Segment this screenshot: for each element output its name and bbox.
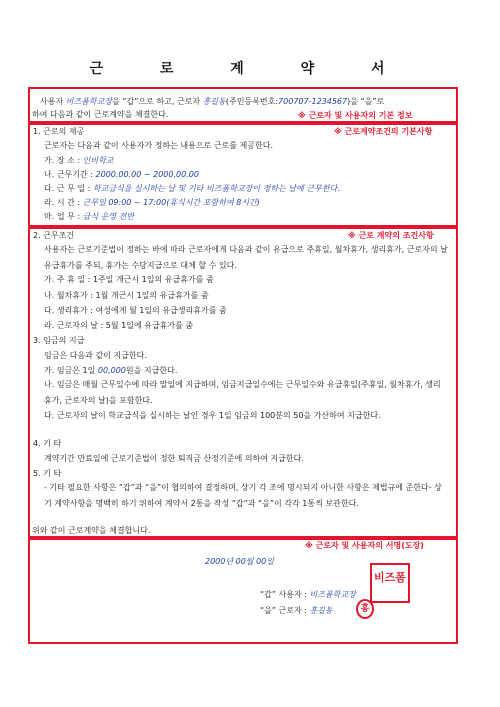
item-label: 나. 근무기간 : (44, 170, 93, 179)
employer-signature-line (260, 590, 356, 600)
employer-signature-name: 비즈폼학교장 (309, 590, 356, 599)
daily-wage: 00,000 (97, 366, 126, 375)
item-label: 다. 근 무 일 : (44, 184, 91, 193)
workplace-value: 인비학교 (82, 156, 114, 165)
period-value: 2000.00.00 ~ 2000.00.00 (95, 170, 199, 179)
employee-signature-name: 홍길동 (309, 606, 333, 615)
section1-item-1 (44, 156, 114, 166)
closing-statement: 위와 같이 근로계약을 체결합니다. (32, 526, 151, 535)
hours-value: 근무일 09:00 ~ 17:00(휴식시간 포함하여 8시간) (82, 198, 260, 207)
item-label: 마. 업 무 : (44, 212, 81, 221)
section4-heading: 4. 기 타 (33, 439, 62, 448)
section3-item-3: 다. 근로자의 날이 학교급식을 실시하는 날인 경우 1일 임금의 100분의 50을 가산하여 지급한다. (44, 411, 381, 420)
section3-heading: 3. 임금의 지급 (33, 336, 85, 345)
intro-suffix: )을 “을”로 (347, 97, 385, 106)
section1-item-3 (44, 184, 340, 194)
item-label: 라. 시 간 : (44, 198, 81, 207)
section1-item-5 (44, 212, 134, 222)
section3-item-2: 나. 임금은 매월 근무일수에 따라 말일에 지급하며, 임금지급일수에는 근무일수와 유급휴일(주휴일, 월차휴가, 생리휴가, 근로자의 날)을 포함한다. (44, 380, 441, 405)
section1-heading: 1. 근로의 제공 (33, 127, 85, 136)
employee-signature-line (260, 606, 333, 616)
section1-desc: 근로자는 다음과 같이 사용자가 정하는 내용으로 근로를 제공한다. (44, 141, 273, 150)
section5-heading: 5. 기 타 (33, 469, 62, 478)
employee-name: 홍길동 (202, 97, 226, 106)
signature-note: ※ 근로자 및 사용자의 서명(도장) (305, 541, 424, 550)
section2-heading: 2. 근무조건 (33, 231, 75, 240)
basic-info-note: ※ 근로자 및 사용자의 기본 정보 (298, 111, 413, 120)
section4-desc: 계약기간 만료일에 근로기준법이 정한 퇴직금 산정기준에 의하여 지급한다. (44, 454, 304, 463)
section2-item-4: 라. 근로자의 날 : 5월 1일에 유급휴가를 줌 (44, 321, 194, 330)
item-label: 가. 장 소 : (44, 156, 81, 165)
section2-item-3: 다. 생리휴가 : 여성에게 월 1일의 유급생리휴가를 줌 (44, 306, 227, 315)
employer-name: 비즈폼학교장 (65, 97, 113, 106)
employee-seal-stamp: 홍 (356, 599, 374, 619)
section1-item-2 (44, 170, 199, 180)
employer-seal-stamp: 비즈폼 (370, 563, 410, 603)
contract-date: 2000년 00월 00일 (205, 557, 274, 566)
section2-item-2: 나. 월차휴가 : 1월 개근시 1일의 유급휴가를 줌 (44, 291, 209, 300)
duty-value: 급식 운영 전반 (82, 212, 135, 221)
section1-item-4 (44, 198, 260, 208)
section3-item-1 (44, 366, 177, 376)
section3-desc: 임금은 다음과 같이 지급한다. (44, 351, 147, 360)
employee-label: “을” 근로자 : (260, 606, 307, 615)
resident-number: 700707-1234567 (278, 97, 348, 106)
wage-suffix: 원을 지급한다. (125, 366, 178, 375)
employer-label: “갑” 사용자 : (260, 590, 307, 599)
intro-line-2: 하여 다음과 같이 근로계약을 체결한다. (32, 110, 169, 119)
section5-desc: - 기타 필요한 사항은 “갑”과 “을”이 협의하여 결정하며, 상기 각 조에 명시되지 아니한 사항은 제법규에 준한다- 상기 계약사항을 명백히 하기 위하여 계약서 2통을 작성 “갑”과 “을”이 각각 1통씩 보관한다. (44, 483, 442, 508)
section2-note: ※ 근로 계약의 조건사항 (348, 231, 434, 240)
section1-note: ※ 근로계약조건의 기본사항 (334, 127, 433, 136)
section2-desc: 사용자는 근로기준법이 정하는 바에 따라 근로자에게 다음과 같이 유급으로 주휴일, 월차휴가, 생리휴가, 근로자의 날 유급휴가를 주되, 휴가는 수당지급으로 대체 할 수 있다. (44, 245, 448, 270)
section2-item-1: 가. 주 휴 일 : 1주일 개근시 1일의 유급휴가를 줌 (44, 275, 214, 284)
intro-mid2: (주민등록번호: (225, 97, 279, 106)
wage-prefix: 가. 임금은 1일 (44, 366, 98, 375)
intro-mid1: 을 “갑”으로 하고, 근로자 (112, 97, 203, 106)
intro-line-1 (40, 97, 384, 107)
document-title: 근 로 계 약 서 (89, 61, 411, 77)
workday-value: 학교급식을 실시하는 날 및 기타 비즈폼학교장이 정하는 날에 근무한다. (92, 184, 340, 193)
intro-prefix: 사용자 (40, 97, 66, 106)
